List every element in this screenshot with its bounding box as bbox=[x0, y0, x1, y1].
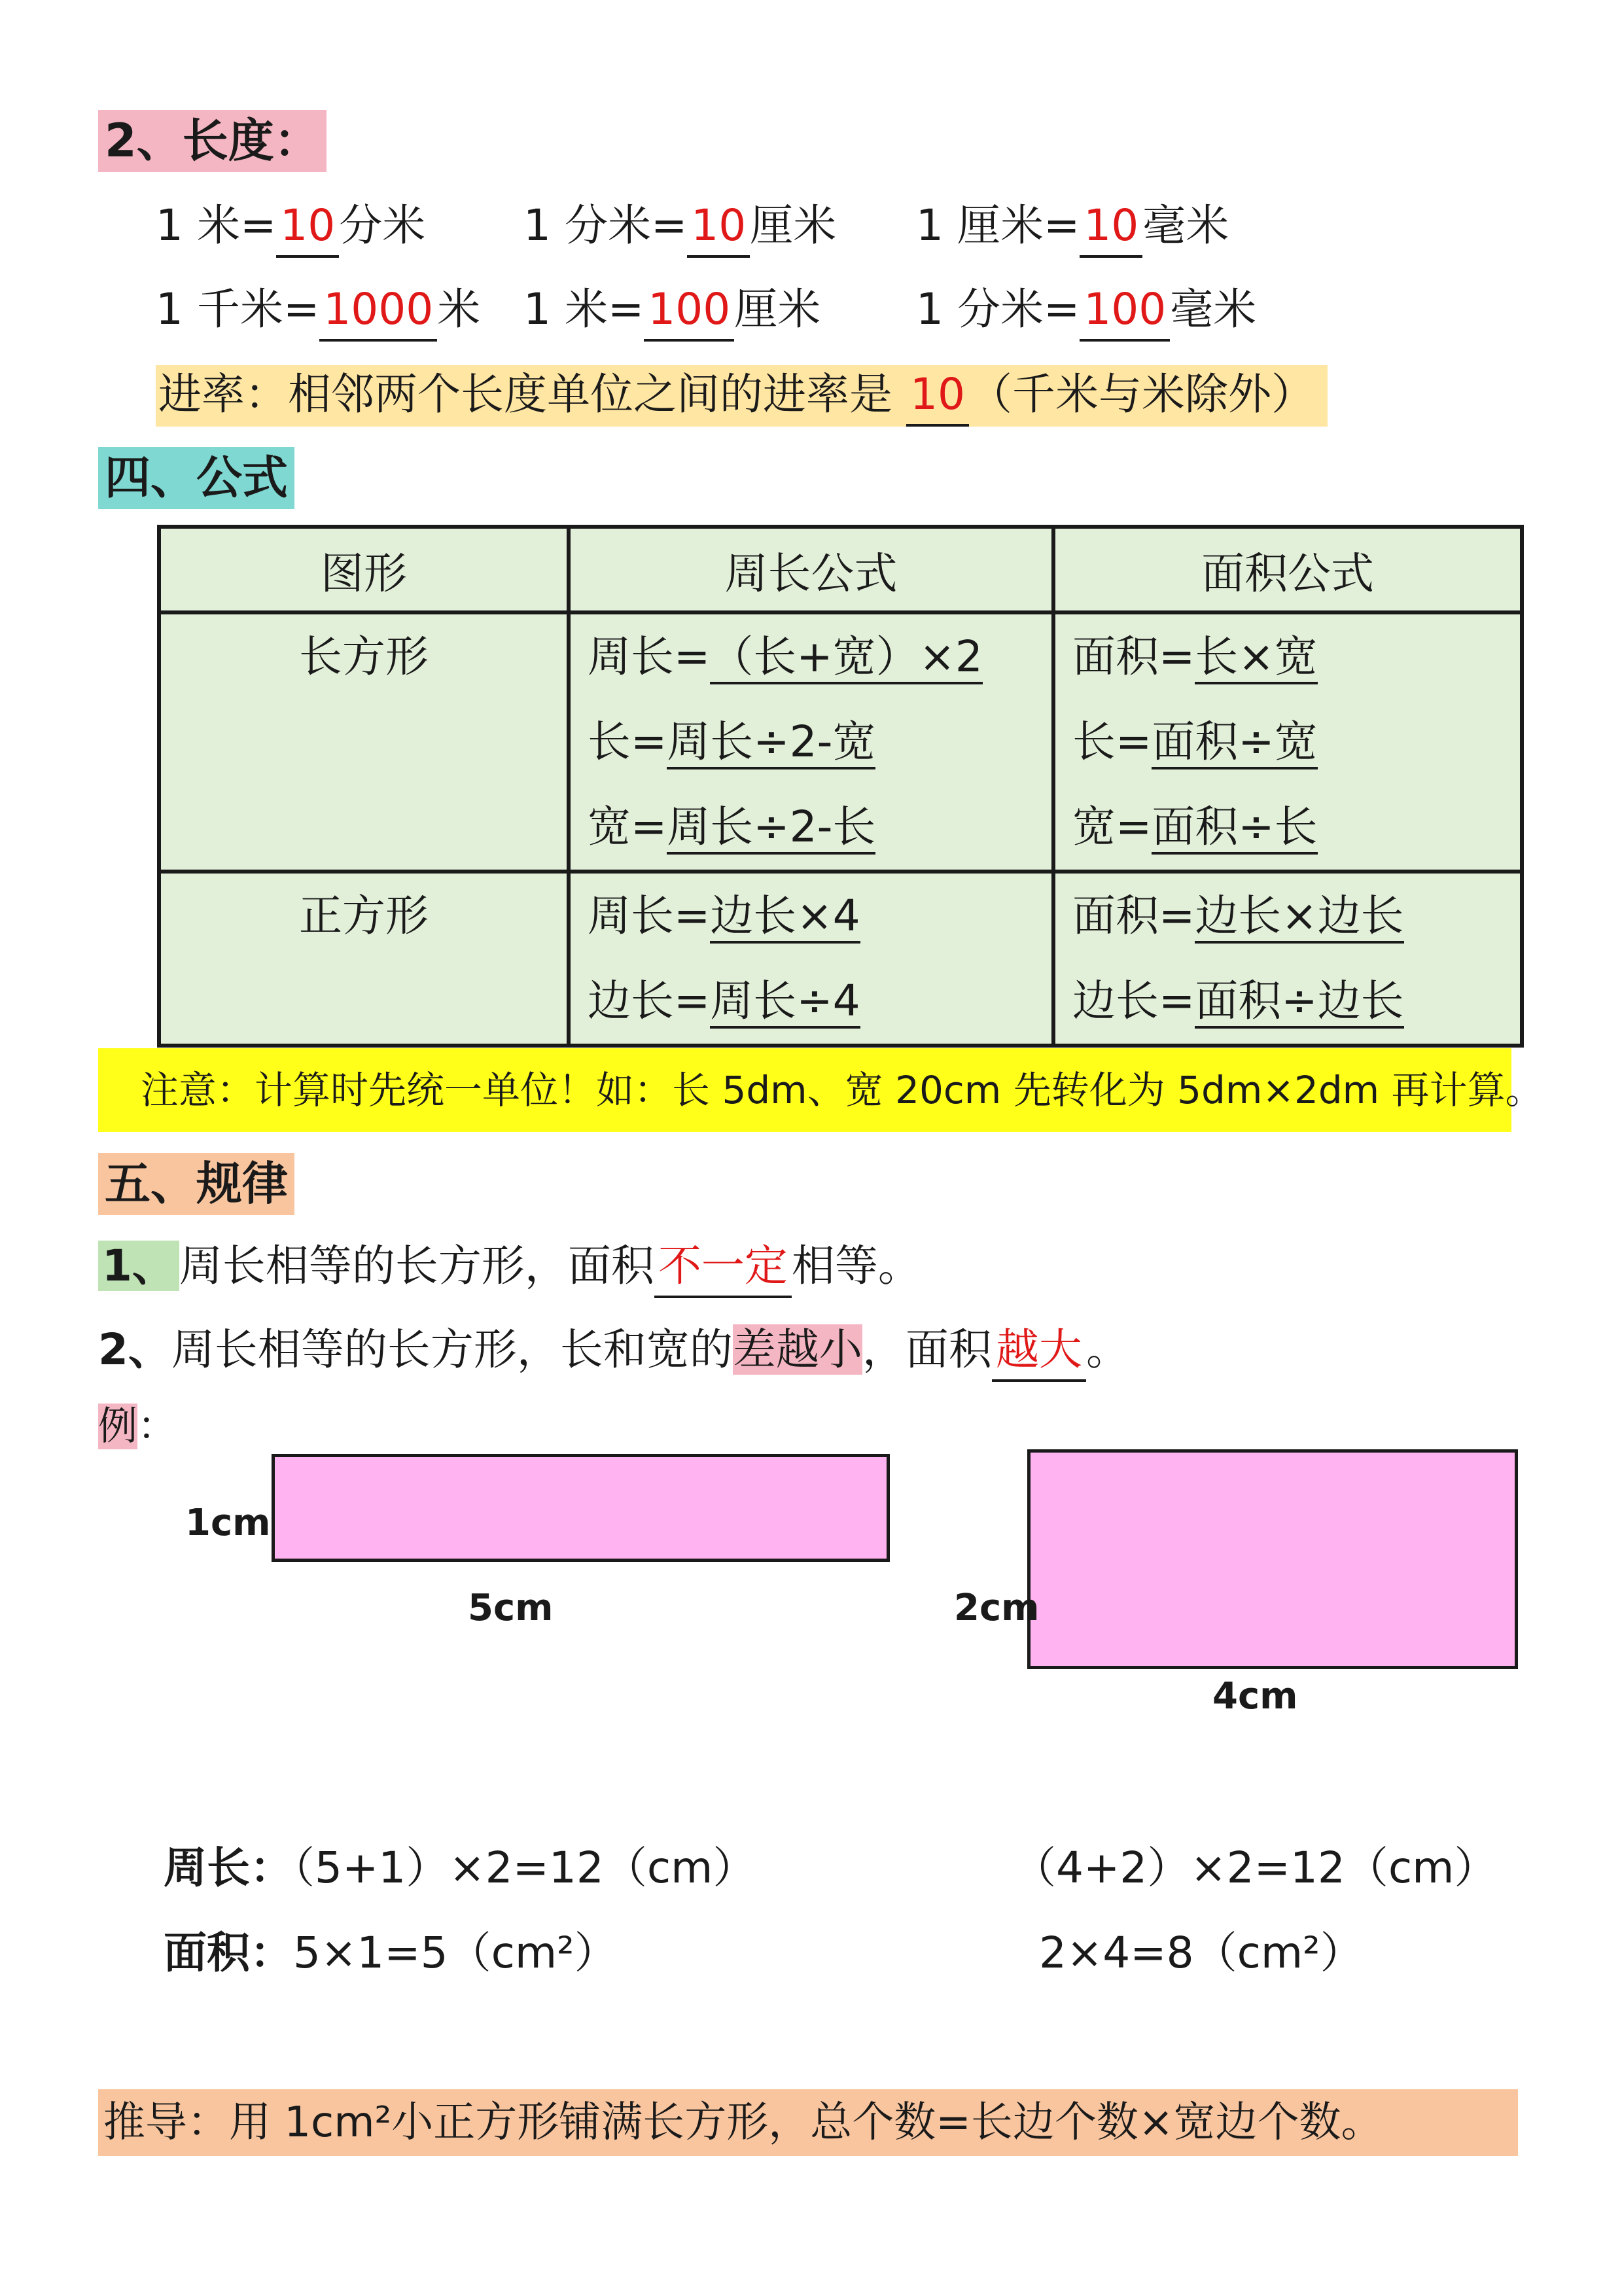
formula-rhs: （长+宽）×2 bbox=[710, 631, 983, 684]
formula-lhs: 长= bbox=[588, 716, 667, 767]
formula-lhs: 长= bbox=[1072, 716, 1152, 767]
length-eq-dm-cm bbox=[523, 196, 836, 258]
example-word: 例 bbox=[98, 1404, 137, 1449]
formula-line bbox=[1055, 699, 1520, 785]
eq-answer: 100 bbox=[1080, 280, 1170, 342]
example-colon: ： bbox=[137, 1404, 177, 1449]
example-rect-4x2 bbox=[1027, 1449, 1518, 1669]
formula-line bbox=[571, 614, 1051, 699]
shape-cell bbox=[159, 872, 569, 1046]
rect-right-width-label: 4cm bbox=[1212, 1675, 1298, 1718]
eq-pre: 1 米= bbox=[523, 284, 644, 334]
formula-row-square bbox=[159, 872, 1522, 1046]
rate-pre: 进率：相邻两个长度单位之间的进率是 bbox=[158, 369, 892, 419]
right-area-calc: 2×4=8（cm²） bbox=[1039, 1928, 1364, 1978]
eq-answer: 100 bbox=[644, 280, 734, 342]
eq-post: 分米 bbox=[339, 200, 426, 251]
length-eq-km-m bbox=[156, 280, 480, 342]
formula-line bbox=[571, 785, 1051, 870]
perimeter-label: 周长： bbox=[164, 1843, 293, 1893]
length-rate-note bbox=[156, 365, 1328, 427]
length-eq-dm-mm bbox=[916, 280, 1256, 342]
formula-line bbox=[571, 959, 1051, 1044]
eq-answer: 1000 bbox=[319, 280, 437, 342]
rule-text: 周长相等的长方形，面积 bbox=[179, 1241, 654, 1291]
area-label: 面积： bbox=[164, 1928, 293, 1978]
formula-lhs: 面积= bbox=[1072, 891, 1195, 941]
formula-rhs: 边长×4 bbox=[710, 891, 860, 944]
formula-lhs: 周长= bbox=[588, 631, 711, 682]
formula-rhs: 周长÷4 bbox=[710, 976, 860, 1029]
header-shape: 图形 bbox=[159, 527, 569, 612]
formula-lhs: 边长= bbox=[1072, 976, 1195, 1026]
formula-row-rectangle bbox=[159, 612, 1522, 872]
formula-line bbox=[1055, 614, 1520, 699]
eq-pre: 1 厘米= bbox=[916, 200, 1080, 251]
formula-line bbox=[571, 874, 1051, 959]
formula-line bbox=[1055, 874, 1520, 959]
eq-answer: 10 bbox=[687, 196, 750, 258]
example-label bbox=[98, 1400, 177, 1453]
eq-pre: 1 米= bbox=[156, 200, 277, 251]
unit-note: 注意：计算时先统一单位！如：长 5dm、宽 20cm 先转化为 5dm×2dm 再计算。 bbox=[98, 1048, 1511, 1132]
rule-highlight: 差越小 bbox=[732, 1324, 862, 1375]
left-perimeter-calc bbox=[164, 1839, 756, 1898]
rate-answer: 10 bbox=[906, 365, 969, 427]
formula-heading: 四、公式 bbox=[98, 447, 294, 509]
rect-left-height-label: 1cm bbox=[185, 1502, 271, 1544]
rule-text-2: ，面积 bbox=[862, 1324, 992, 1375]
header-perimeter: 周长公式 bbox=[569, 527, 1053, 612]
eq-post: 毫米 bbox=[1142, 200, 1229, 251]
formula-table bbox=[157, 525, 1524, 1048]
rate-post: （千米与米除外） bbox=[968, 369, 1314, 419]
eq-pre: 1 分米= bbox=[916, 284, 1080, 334]
rule-end: 。 bbox=[1085, 1324, 1129, 1375]
eq-post: 米 bbox=[437, 284, 481, 334]
rect-right-height-label: 2cm bbox=[954, 1587, 1040, 1629]
area-cell bbox=[1053, 872, 1522, 1046]
rule-answer: 不一定 bbox=[654, 1237, 792, 1298]
length-heading: 2、长度： bbox=[98, 110, 326, 172]
example-rect-5x1 bbox=[272, 1454, 890, 1562]
formula-lhs: 面积= bbox=[1072, 631, 1195, 682]
rule-2 bbox=[98, 1320, 1129, 1382]
rule-1 bbox=[98, 1237, 921, 1298]
formula-line bbox=[571, 699, 1051, 785]
perimeter-cell bbox=[569, 612, 1053, 872]
left-area-calc bbox=[164, 1924, 618, 1983]
header-area: 面积公式 bbox=[1053, 527, 1522, 612]
shape-name-rectangle: 长方形 bbox=[299, 631, 429, 682]
eq-pre: 1 千米= bbox=[156, 284, 320, 334]
formula-table-header-row bbox=[159, 527, 1522, 612]
length-eq-m-cm bbox=[523, 280, 820, 342]
formula-lhs: 宽= bbox=[1072, 802, 1152, 852]
formula-rhs: 面积÷边长 bbox=[1195, 976, 1403, 1029]
formula-lhs: 边长= bbox=[588, 976, 711, 1026]
perimeter-cell bbox=[569, 872, 1053, 1046]
rule-text: 周长相等的长方形，长和宽的 bbox=[171, 1324, 733, 1375]
eq-answer: 10 bbox=[276, 196, 339, 258]
derivation-note: 推导：用 1cm²小正方形铺满长方形，总个数=长边个数×宽边个数。 bbox=[98, 2089, 1518, 2156]
rule-number: 2、 bbox=[98, 1324, 171, 1375]
formula-rhs: 边长×边长 bbox=[1195, 891, 1403, 944]
eq-pre: 1 分米= bbox=[523, 200, 688, 251]
rule-answer: 越大 bbox=[992, 1320, 1086, 1382]
rule-end: 相等。 bbox=[791, 1241, 921, 1291]
rules-heading: 五、规律 bbox=[98, 1153, 294, 1215]
rule-number: 1、 bbox=[98, 1241, 179, 1291]
formula-line bbox=[1055, 959, 1520, 1044]
eq-post: 厘米 bbox=[750, 200, 837, 251]
formula-line bbox=[1055, 785, 1520, 870]
shape-cell bbox=[159, 612, 569, 872]
area-value: 5×1=5（cm²） bbox=[293, 1928, 618, 1978]
length-eq-m-dm bbox=[156, 196, 425, 258]
formula-rhs: 长×宽 bbox=[1195, 631, 1317, 684]
formula-lhs: 宽= bbox=[588, 802, 667, 852]
length-eq-cm-mm bbox=[916, 196, 1229, 258]
eq-answer: 10 bbox=[1080, 196, 1142, 258]
rect-left-width-label: 5cm bbox=[468, 1587, 554, 1629]
eq-post: 毫米 bbox=[1170, 284, 1257, 334]
formula-rhs: 周长÷2-宽 bbox=[667, 716, 875, 769]
area-cell bbox=[1053, 612, 1522, 872]
formula-lhs: 周长= bbox=[588, 891, 711, 941]
formula-rhs: 面积÷宽 bbox=[1152, 716, 1317, 769]
formula-rhs: 周长÷2-长 bbox=[667, 802, 875, 855]
eq-post: 厘米 bbox=[734, 284, 821, 334]
right-perimeter-calc: （4+2）×2=12（cm） bbox=[1013, 1843, 1498, 1893]
formula-rhs: 面积÷长 bbox=[1152, 802, 1317, 855]
shape-name-square: 正方形 bbox=[299, 891, 429, 941]
perimeter-value: （5+1）×2=12（cm） bbox=[293, 1843, 756, 1893]
